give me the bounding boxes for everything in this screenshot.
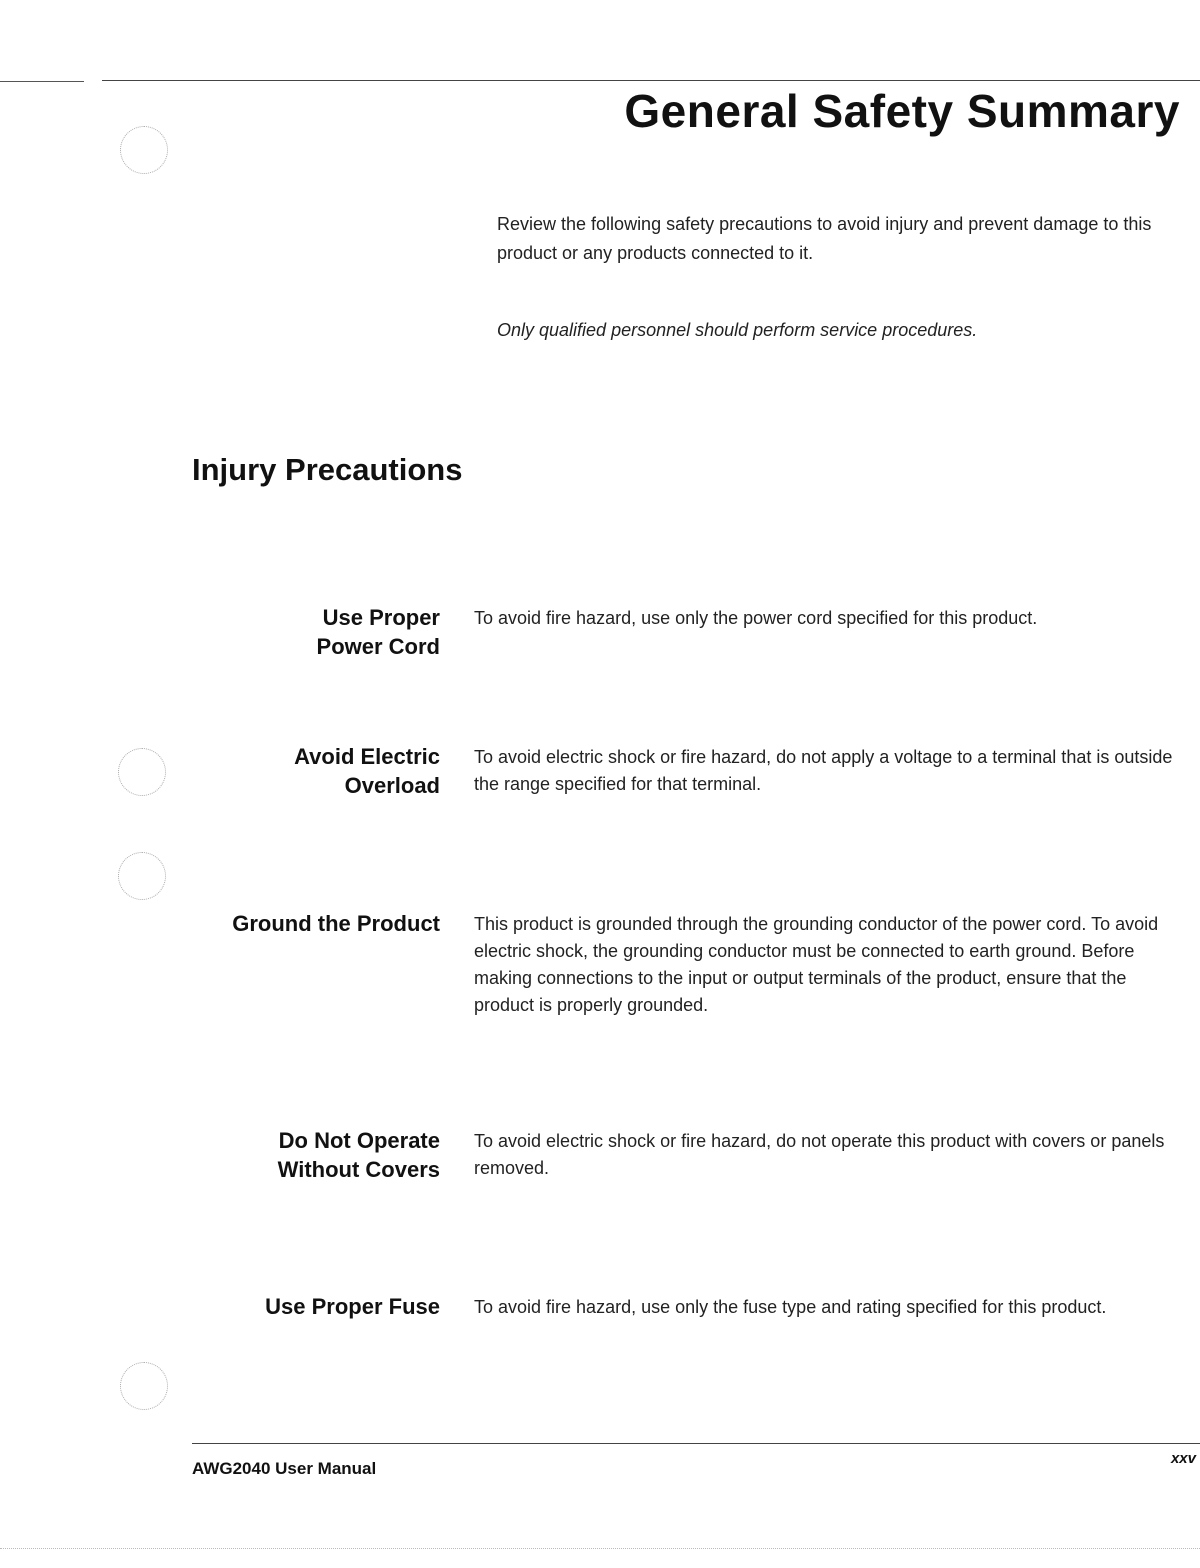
- precaution-text: To avoid electric shock or fire hazard, do not apply a voltage to a terminal that is outside the range specified for that terminal.: [474, 747, 1173, 794]
- page-title: General Safety Summary: [624, 85, 1180, 137]
- intro-paragraph: Review the following safety precautions to avoid injury and prevent damage to this product or any products connected to it.: [497, 214, 1152, 263]
- footer-page-number: xxv: [1170, 1450, 1196, 1467]
- precaution-text: This product is grounded through the grounding conductor of the power cord. To avoid electric shock, the grounding conductor must be connected to earth ground. Before making connections to the input or output terminals of the product, ensure that the product is properly grounded.: [474, 914, 1159, 1015]
- precaution-text: To avoid electric shock or fire hazard, do not operate this product with covers or panels removed.: [474, 1131, 1165, 1178]
- punch-hole-mark: [118, 748, 166, 796]
- punch-hole-mark: [118, 852, 166, 900]
- precaution-label: Do Not Operate Without Covers: [277, 1128, 440, 1182]
- punch-hole-mark: [120, 126, 168, 174]
- top-rule-left: [0, 81, 84, 82]
- punch-hole-mark: [120, 1362, 168, 1410]
- scan-artifact-line: [0, 1548, 1200, 1550]
- precaution-text: To avoid fire hazard, use only the fuse type and rating specified for this product.: [474, 1297, 1107, 1317]
- precaution-label: Ground the Product: [232, 911, 440, 936]
- precaution-label: Use Proper Fuse: [265, 1294, 440, 1319]
- footer-rule: [192, 1443, 1200, 1444]
- footer-manual-name: AWG2040 User Manual: [192, 1459, 377, 1478]
- precaution-text: To avoid fire hazard, use only the power cord specified for this product.: [474, 608, 1038, 628]
- precaution-label: Avoid Electric Overload: [294, 744, 440, 798]
- precaution-label: Use Proper Power Cord: [316, 605, 440, 659]
- intro-note: Only qualified personnel should perform service procedures.: [497, 320, 978, 340]
- top-rule: [102, 80, 1200, 81]
- section-heading: Injury Precautions: [192, 452, 463, 487]
